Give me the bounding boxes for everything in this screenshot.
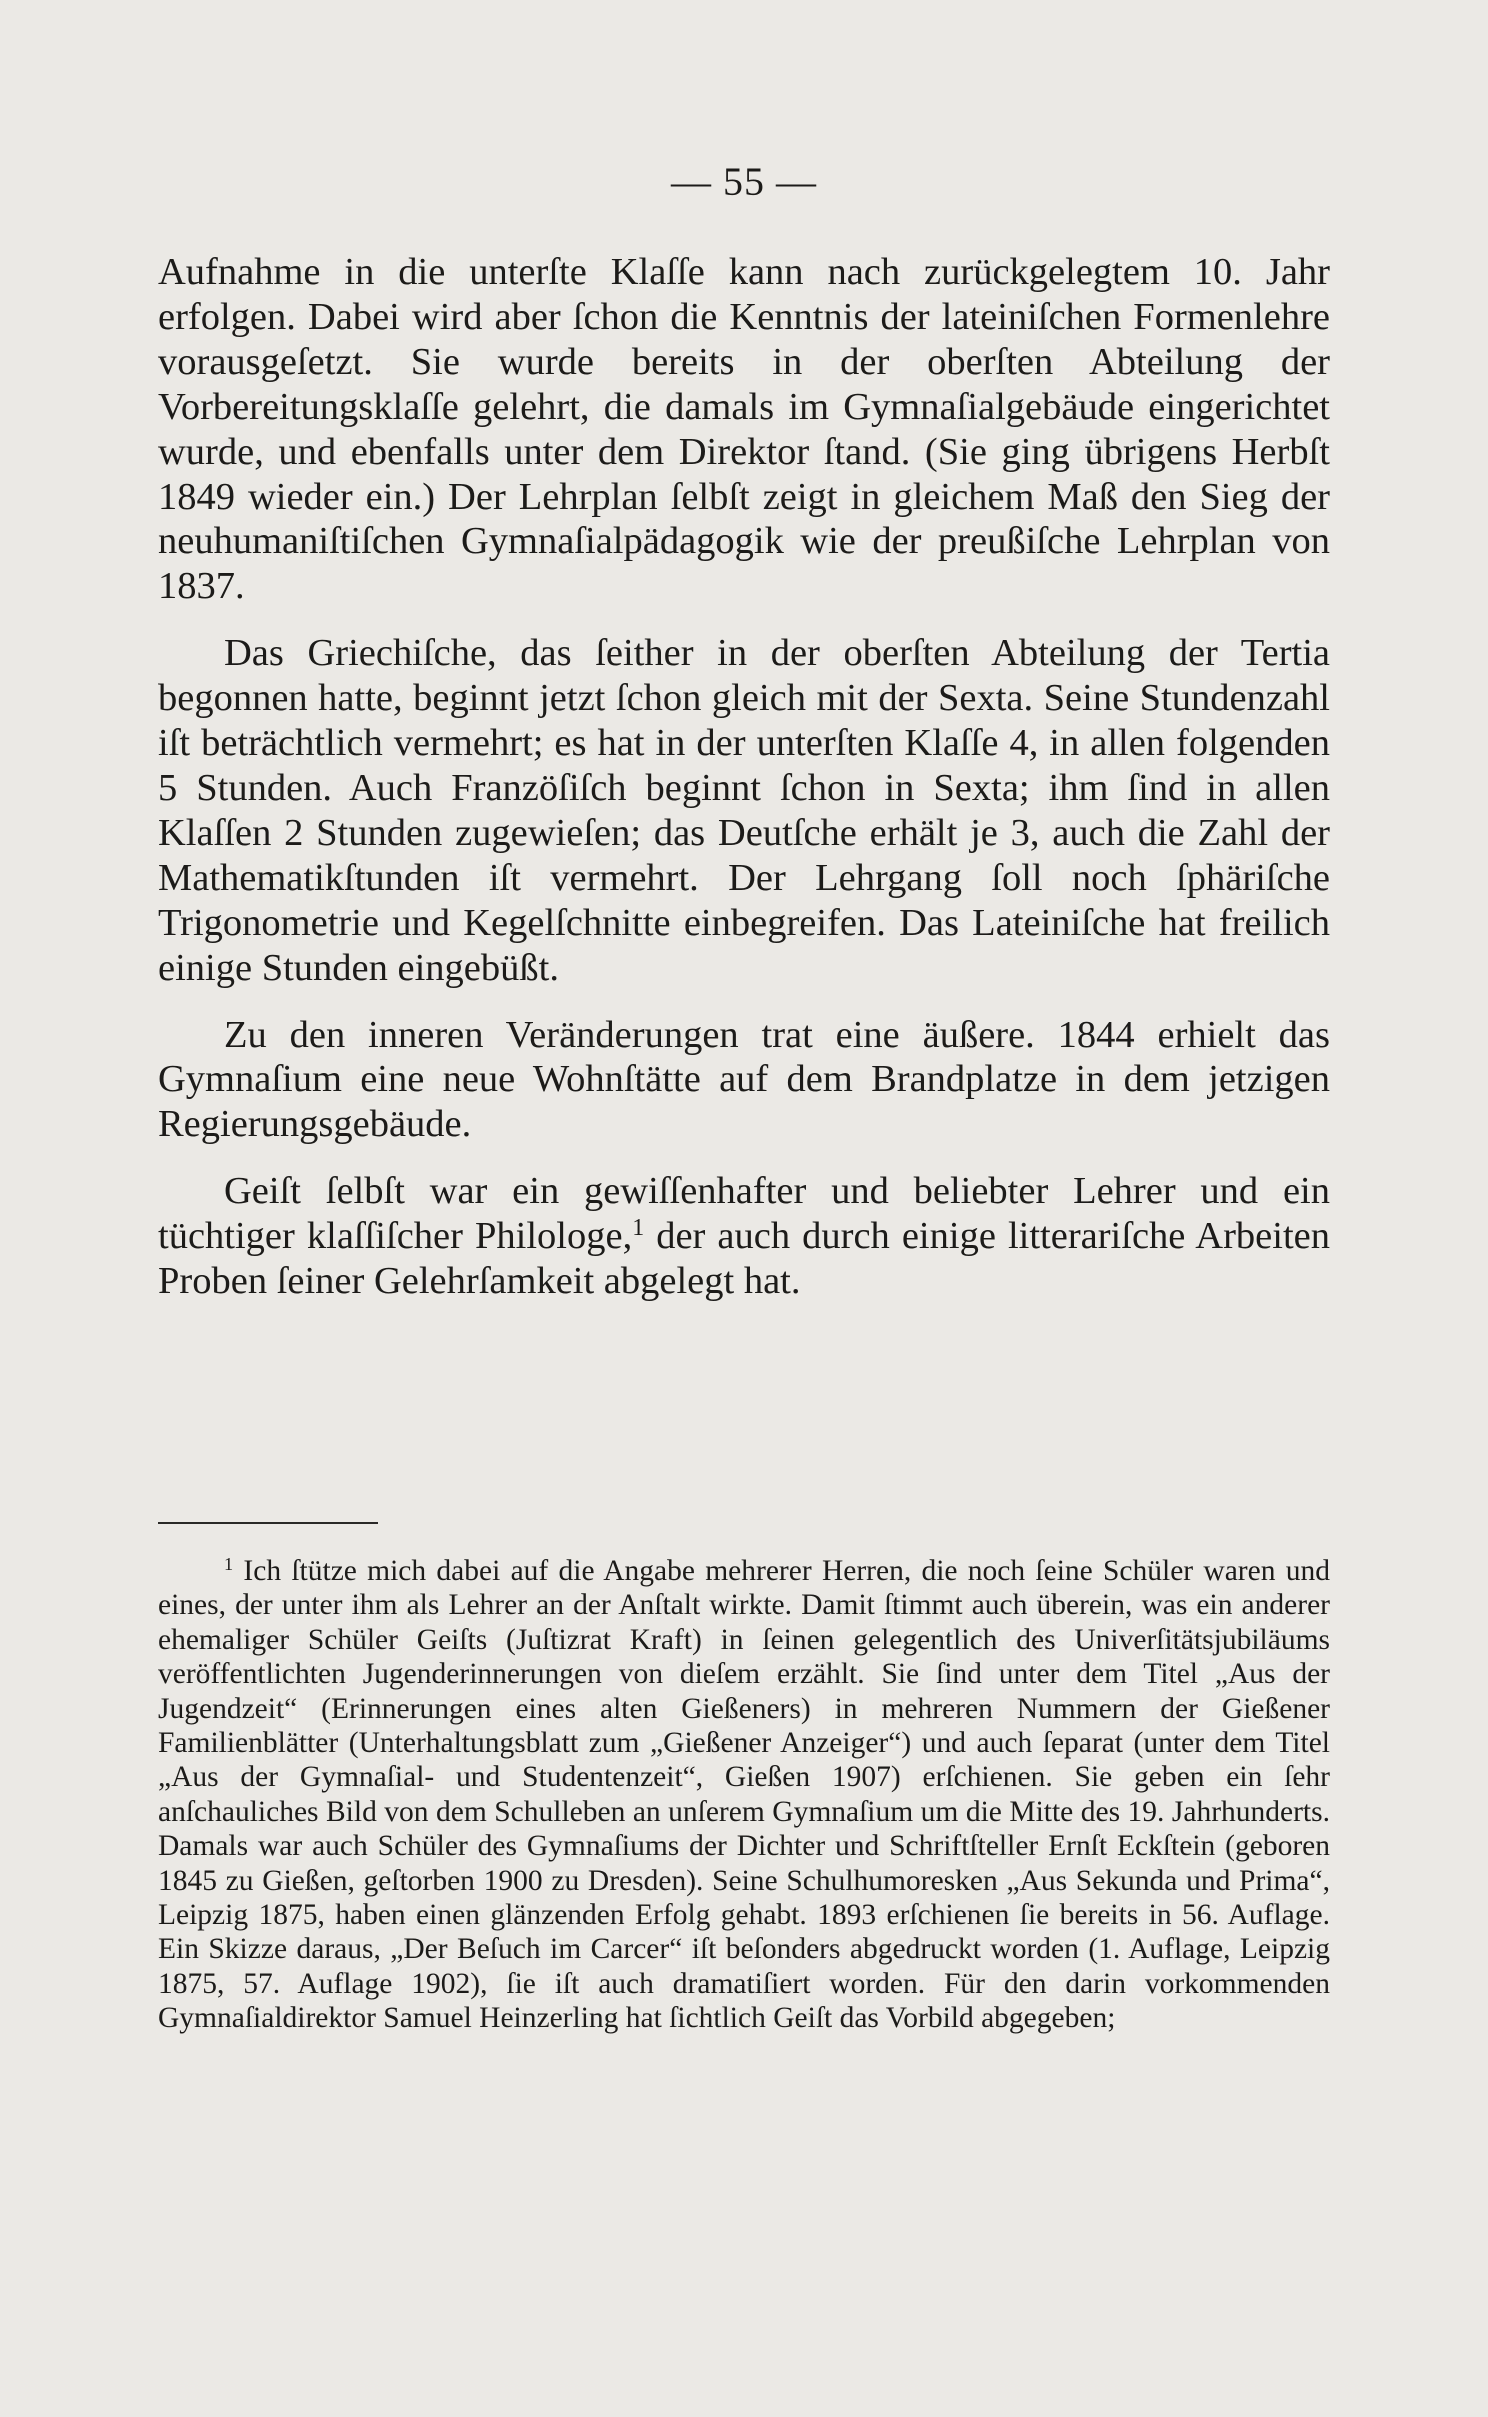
- footnote-text: Ich ſtütze mich dabei auf die Angabe mehrerer Herren, die noch ſeine Schüler waren und eines, der unter ihm als Lehrer an der Anſtalt wirkte. Damit ſtimmt auch überein, was ein anderer ehemaliger Schüler Geiſts (Juſtizrat Kraft) in ſeinen gelegentlich des Univerſitätsjubiläums veröffentlichten Jugenderinnerungen von dieſem erzählt. Sie ſind unter dem Titel „Aus der Jugendzeit“ (Erinnerungen eines alten Gießeners) in mehreren Nummern der Gießener Familienblätter (Unterhaltungsblatt zum „Gießener Anzeiger“) und auch ſeparat (unter dem Titel „Aus der Gymnaſial- und Studentenzeit“, Gießen 1907) erſchienen. Sie geben ein ſehr anſchauliches Bild von dem Schulleben an unſerem Gymnaſium um die Mitte des 19. Jahrhunderts. Damals war auch Schüler des Gymnaſiums der Dichter und Schriftſteller Ernſt Eckſtein (geboren 1845 zu Gießen, geſtorben 1900 zu Dresden). Seine Schulhumoresken „Aus Sekunda und Prima“, Leipzig 1875, haben einen glänzenden Erfolg gehabt. 1893 erſchienen ſie bereits in 56. Auflage. Ein Skizze daraus, „Der Beſuch im Carcer“ iſt beſonders abgedruckt worden (1. Auflage, Leipzig 1875, 57. Auflage 1902), ſie iſt auch dramatiſiert worden. Für den darin vorkommenden Gymnaſialdirektor Samuel Heinzerling hat ſichtlich Geiſt das Vorbild abgegeben;: [158, 1555, 1330, 2035]
- paragraph-2: Das Griechiſche, das ſeither in der oberſten Abteilung der Tertia begonnen hatte, beginnt jetzt ſchon gleich mit der Sexta. Seine Stundenzahl iſt beträchtlich vermehrt; es hat in der unterſten Klaſſe 4, in allen folgenden 5 Stunden. Auch Franzöſiſch beginnt ſchon in Sexta; ihm ſind in allen Klaſſen 2 Stunden zugewieſen; das Deutſche erhält je 3, auch die Zahl der Mathematikſtunden iſt vermehrt. Der Lehrgang ſoll noch ſphäriſche Trigonometrie und Kegelſchnitte einbegreifen. Das Lateiniſche hat freilich einige Stunden eingebüßt.: [158, 632, 1330, 989]
- footnote-reference: 1: [632, 1215, 645, 1241]
- paragraph-4: [158, 1169, 1330, 1304]
- main-text: [158, 250, 1330, 1304]
- paragraph-4-continuation: der auch durch einige litterariſche Arbeiten Proben ſeiner Gelehrſamkeit abgelegt hat.: [158, 1215, 1330, 1303]
- paragraph-1: Aufnahme in die unterſte Klaſſe kann nach zurückgelegtem 10. Jahr erfolgen. Dabei wird aber ſchon die Kenntnis der lateiniſchen Formenlehre vorausgeſetzt. Sie wurde bereits in der oberſten Abteilung der Vorbereitungsklaſſe gelehrt, die damals im Gymnaſialgebäude eingerichtet wurde, und ebenfalls unter dem Direktor ſtand. (Sie ging übrigens Herbſt 1849 wieder ein.) Der Lehrplan ſelbſt zeigt in gleichem Maß den Sieg der neuhumaniſtiſchen Gymnaſialpädagogik wie der preußiſche Lehrplan von 1837.: [158, 251, 1330, 608]
- footnote-marker: 1: [224, 1553, 234, 1574]
- footnote: [158, 1554, 1330, 2036]
- paragraph-3: Zu den inneren Veränderungen trat eine äußere. 1844 erhielt das Gymnaſium eine neue Wohnſtätte auf dem Brandplatze in dem jetzigen Regierungsgebäude.: [158, 1013, 1330, 1146]
- footnote-separator: [158, 1522, 378, 1524]
- paragraph-4-text: Geiſt ſelbſt war ein gewiſſenhafter und beliebter Lehrer und ein tüchtiger klaſſiſcher Philologe,: [158, 1170, 1330, 1258]
- page-number: — 55 —: [671, 159, 817, 204]
